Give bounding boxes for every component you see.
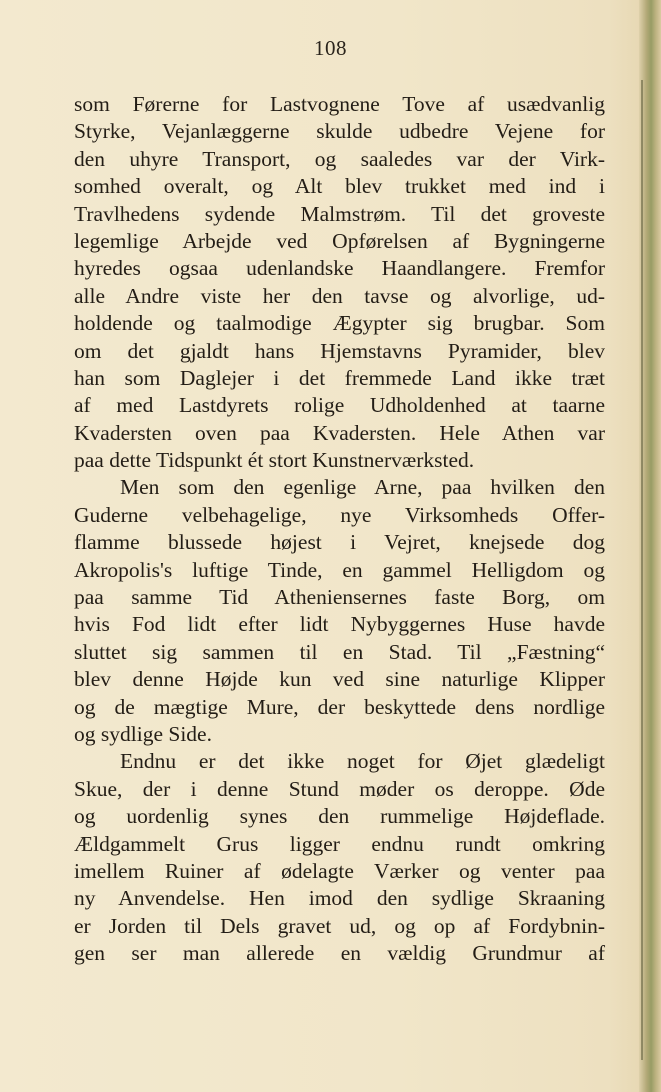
page-number: 108	[314, 36, 347, 60]
text-line: og uordenlig synes den rummelige Højdeflade.	[74, 804, 605, 829]
text-line: Guderne velbehagelige, nye Virksomheds Offer-	[74, 502, 605, 527]
body-text	[74, 91, 605, 968]
text-line: imellem Ruiner af ødelagte Værker og venter paa	[74, 858, 605, 883]
text-line: Endnu er det ikke noget for Øjet glædeligt	[120, 749, 605, 774]
text-line: alle Andre viste her den tavse og alvorlige, ud-	[74, 283, 605, 308]
binding-edge-line	[641, 80, 643, 1060]
text-line: ny Anvendelse. Hen imod den sydlige Skraaning	[74, 886, 605, 911]
text-line: sluttet sig sammen til en Stad. Til „Fæstning“	[74, 639, 605, 664]
text-line: af med Lastdyrets rolige Udholdenhed at taarne	[74, 393, 605, 418]
text-line: Ældgammelt Grus ligger endnu rundt omkring	[74, 831, 605, 856]
text-line: paa samme Tid Atheniensernes faste Borg, om	[74, 585, 605, 610]
text-line: gen ser man allerede en vældig Grundmur af	[74, 941, 605, 966]
text-line: hvis Fod lidt efter lidt Nybyggernes Huse havde	[74, 612, 605, 637]
text-line: er Jorden til Dels gravet ud, og op af Fordybnin-	[74, 913, 605, 938]
text-line: og de mægtige Mure, der beskyttede dens nordlige	[74, 694, 605, 719]
text-line: Akropolis's luftige Tinde, en gammel Helligdom og	[74, 557, 605, 582]
text-line: legemlige Arbejde ved Opførelsen af Bygningerne	[74, 228, 605, 253]
text-line: blev denne Højde kun ved sine naturlige Klipper	[74, 667, 605, 692]
text-line: paa dette Tidspunkt ét stort Kunstnerværksted.	[74, 448, 475, 473]
text-line: Travlhedens sydende Malmstrøm. Til det groveste	[74, 201, 605, 226]
text-line: den uhyre Transport, og saaledes var der Virk-	[74, 146, 605, 171]
text-line: Skue, der i denne Stund møder os deroppe. Øde	[74, 776, 605, 801]
text-line: han som Daglejer i det fremmede Land ikke træt	[74, 365, 605, 390]
text-line: Men som den egenlige Arne, paa hvilken den	[120, 475, 605, 500]
text-line: Styrke, Vejanlæggerne skulde udbedre Vejene for	[74, 119, 605, 144]
text-line: som Førerne for Lastvognene Tove af usædvanlig	[74, 92, 605, 116]
text-line: om det gjaldt hans Hjemstavns Pyramider, blev	[74, 338, 605, 363]
text-line: og sydlige Side.	[74, 721, 212, 746]
text-line: flamme blussede højest i Vejret, knejsede dog	[74, 530, 605, 555]
text-line: somhed overalt, og Alt blev trukket med ind i	[74, 174, 605, 199]
text-line: holdende og taalmodige Ægypter sig brugbar. Som	[74, 311, 605, 336]
text-line: Kvadersten oven paa Kvadersten. Hele Athen var	[74, 420, 605, 445]
text-line: hyredes ogsaa udenlandske Haandlangere. Fremfor	[74, 256, 605, 281]
